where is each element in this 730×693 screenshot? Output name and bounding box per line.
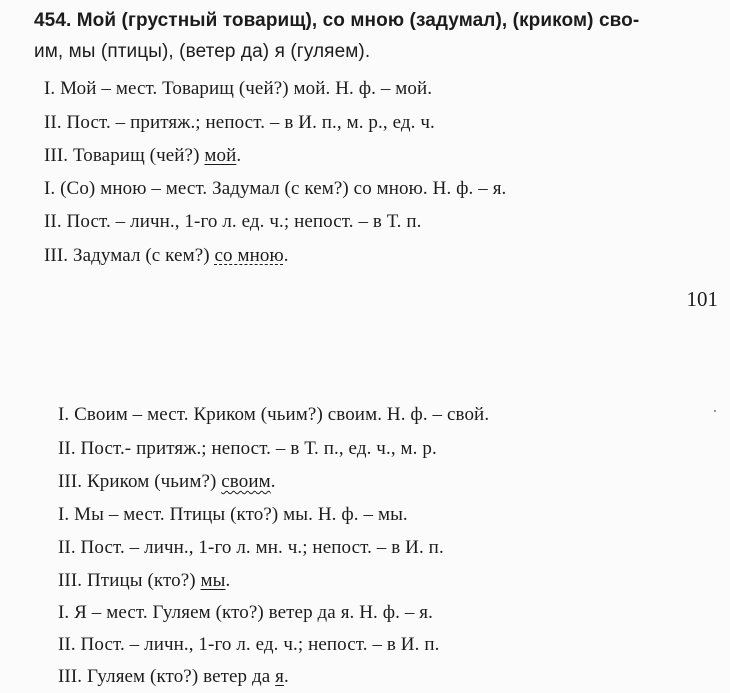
block2-line-7: I. Я – мест. Гуляем (кто?) ветер да я. Н. ф. – я. <box>58 602 434 623</box>
block1-line-3 <box>44 144 241 168</box>
block2-line-9 <box>58 665 289 689</box>
exercise-heading-line-2: им, мы (птицы), (ветер да) я (гуляем). <box>34 41 371 62</box>
block2-line-6-end: . <box>225 570 231 591</box>
block2-line-8: II. Пост. – личн., 1-го л. ед. ч.; непост. – в И. п. <box>58 634 440 655</box>
block1-line-6-text: III. Задумал (с кем?) <box>44 245 215 266</box>
scan-speck <box>714 410 716 412</box>
block2-line-1: I. Своим – мест. Криком (чьим?) своим. Н. ф. – свой. <box>58 404 490 425</box>
block2-line-2: II. Пост.- притяж.; непост. – в Т. п., ед. ч., м. р. <box>58 438 437 459</box>
block1-line-3-end: . <box>236 145 242 166</box>
underlined-word-moy: мой <box>204 145 237 166</box>
underlined-word-ya: я <box>275 666 284 687</box>
underlined-word-svoim: своим <box>221 471 271 492</box>
page-number: 101 <box>686 287 718 311</box>
block2-line-3 <box>58 470 276 494</box>
block2-line-3-text: III. Криком (чьим?) <box>58 471 222 492</box>
exercise-heading-line-1: 454. Мой (грустный товарищ), со мною (задумал), (криком) сво- <box>34 10 640 31</box>
block2-line-9-text: III. Гуляем (кто?) ветер да <box>58 666 276 687</box>
underlined-phrase-so-mnoyu: со мною <box>214 245 284 266</box>
block2-line-3-end: . <box>270 471 276 492</box>
block1-line-6-end: . <box>283 245 289 266</box>
block1-line-4: I. (Со) мною – мест. Задумал (с кем?) со мною. Н. ф. – я. <box>44 178 507 199</box>
underlined-word-my: мы <box>200 570 226 591</box>
block1-line-1: I. Мой – мест. Товарищ (чей?) мой. Н. ф. – мой. <box>44 78 433 99</box>
block2-line-6-text: III. Птицы (кто?) <box>58 570 201 591</box>
block2-line-4: I. Мы – мест. Птицы (кто?) мы. Н. ф. – мы. <box>58 504 408 525</box>
block1-line-6 <box>44 244 289 268</box>
block1-line-3-text: III. Товарищ (чей?) <box>44 145 205 166</box>
block2-line-6 <box>58 569 230 593</box>
block1-line-5: II. Пост. – личн., 1-го л. ед. ч.; непост. – в Т. п. <box>44 211 422 232</box>
block2-line-9-end: . <box>283 666 289 687</box>
block2-line-5: II. Пост. – личн., 1-го л. мн. ч.; непост. – в И. п. <box>58 537 444 558</box>
block1-line-2: II. Пост. – притяж.; непост. – в И. п., м. р., ед. ч. <box>44 112 435 133</box>
